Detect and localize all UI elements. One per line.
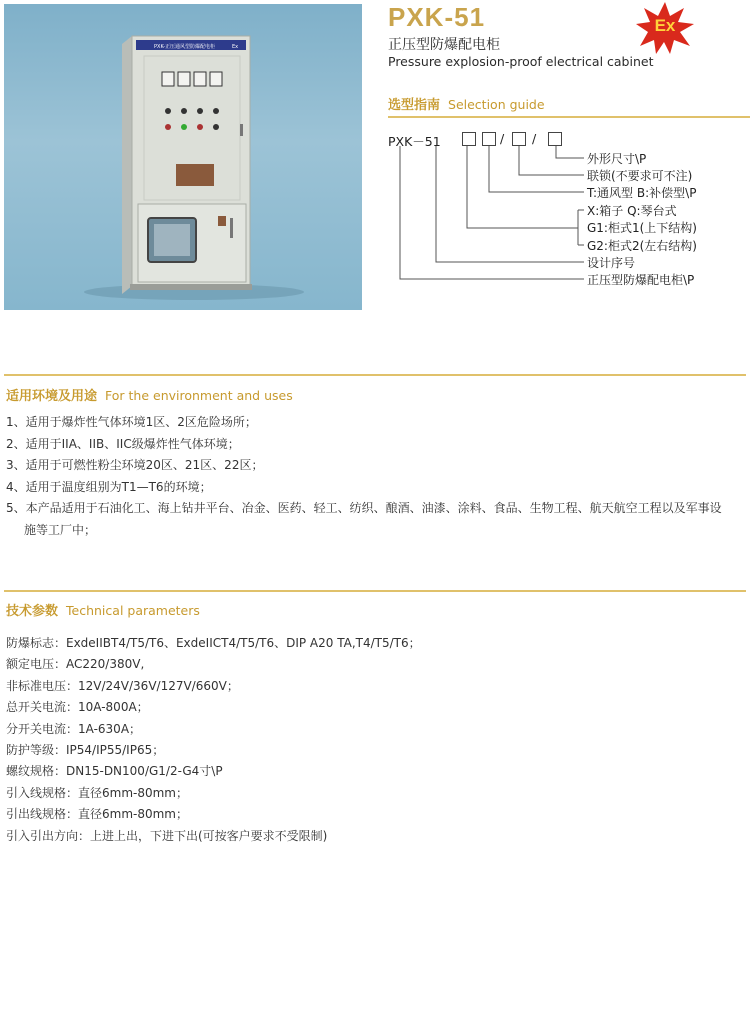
list-item-number: 4、	[6, 479, 26, 494]
guide-code-box	[512, 132, 526, 146]
uses-title-en: For the environment and uses	[105, 388, 293, 403]
guide-item-design-no: 设计序号	[587, 256, 636, 270]
list-item-number: 3、	[6, 458, 26, 472]
list-item-number: 5、	[6, 501, 26, 515]
guide-connector-lines	[388, 128, 750, 298]
params-list	[6, 633, 746, 847]
ex-badge-label: Ex	[654, 16, 676, 35]
param-protection-level: 防护等级：IP54/IP55/IP65；	[6, 743, 165, 758]
guide-item-product: 正压型防爆配电柜\P	[587, 273, 695, 287]
selection-guide-title-en: Selection guide	[448, 97, 545, 112]
selection-guide-heading	[388, 94, 545, 113]
list-item-text: 适用于可燃性粉尘环境20区、21区、22区；	[25, 458, 264, 472]
list-item-continuation: 施等工厂中；	[24, 522, 97, 537]
product-model-title: PXK-51	[388, 2, 486, 32]
guide-item-g2: G2:柜式2(左右结构)	[587, 239, 697, 253]
section-divider	[4, 374, 746, 376]
product-title-en: Pressure explosion-proof electrical cabinet	[388, 54, 654, 69]
params-title-cn: 技术参数	[6, 604, 59, 619]
params-heading	[6, 600, 200, 619]
guide-slash: /	[532, 131, 537, 146]
selection-guide-title-cn: 选型指南	[388, 98, 441, 113]
guide-item-dimension: 外形尺寸\P	[587, 152, 647, 166]
uses-title-cn: 适用环境及用途	[6, 389, 98, 404]
product-photo	[4, 4, 362, 310]
cabinet-illustration	[4, 4, 362, 310]
list-item	[6, 455, 746, 477]
list-item-number: 2、	[6, 436, 26, 451]
guide-code-box	[548, 132, 562, 146]
guide-slash: /	[500, 131, 505, 146]
cabinet-ex-mark: Ex	[232, 44, 239, 50]
guide-item-type: T:通风型 B:补偿型\P	[587, 186, 697, 200]
guide-code-box	[482, 132, 496, 146]
cabinet-label: PXK-正压通风型防爆配电柜	[154, 44, 215, 50]
guide-item-g1: G1:柜式1(上下结构)	[587, 221, 697, 235]
guide-code-box	[462, 132, 476, 146]
guide-item-interlock: 联锁(不要求可不注)	[587, 169, 693, 183]
param-branch-switch-current: 分开关电流：1A-630A；	[6, 721, 142, 736]
product-title-cn: 正压型防爆配电柜	[388, 37, 500, 53]
list-item-text: 本产品适用于石油化工、海上钻井平台、冶金、医药、轻工、纺织、酿酒、油漆、涂料、食品、生物工程、航天航空工程以及军事设	[25, 501, 722, 515]
param-cable-direction: 引入引出方向：上进上出，下进下出(可按客户要求不受限制)	[6, 828, 328, 843]
list-item	[6, 434, 746, 456]
section-divider	[388, 116, 750, 118]
guide-item-form: X:箱子 Q:琴台式	[587, 204, 677, 218]
list-item-number: 1、	[6, 415, 26, 429]
ex-badge-icon	[636, 2, 694, 54]
param-rated-voltage: 额定电压：AC220/380V,	[6, 657, 145, 672]
list-item-text: 适用于温度组别为T1—T6的环境；	[25, 479, 212, 494]
params-title-en: Technical parameters	[66, 603, 200, 618]
list-item-text: 适用于IIA、IIB、IIC级爆炸性气体环境；	[25, 436, 240, 451]
section-divider	[4, 590, 746, 592]
param-outlet-cable: 引出线规格：直径6mm-80mm；	[6, 807, 188, 822]
uses-list	[6, 412, 746, 541]
guide-model-code: PXK－51	[388, 134, 441, 149]
param-inlet-cable: 引入线规格：直径6mm-80mm；	[6, 785, 188, 800]
list-item-text: 适用于爆炸性气体环境1区、2区危险场所；	[25, 415, 257, 429]
uses-heading	[6, 385, 293, 404]
param-explosion-mark: 防爆标志：ExdeIIBT4/T5/T6、ExdeIICT4/T5/T6、DIP A20 TA,T4/T5/T6；	[6, 636, 421, 650]
selection-guide-diagram	[388, 128, 750, 298]
list-item	[6, 498, 746, 520]
param-nonstandard-voltage: 非标准电压：12V/24V/36V/127V/660V；	[6, 678, 239, 693]
list-item	[6, 477, 746, 499]
list-item	[6, 412, 746, 434]
param-main-switch-current: 总开关电流：10A-800A；	[6, 700, 149, 715]
param-thread-spec: 螺纹规格：DN15-DN100/G1/2-G4寸\P	[6, 764, 223, 779]
